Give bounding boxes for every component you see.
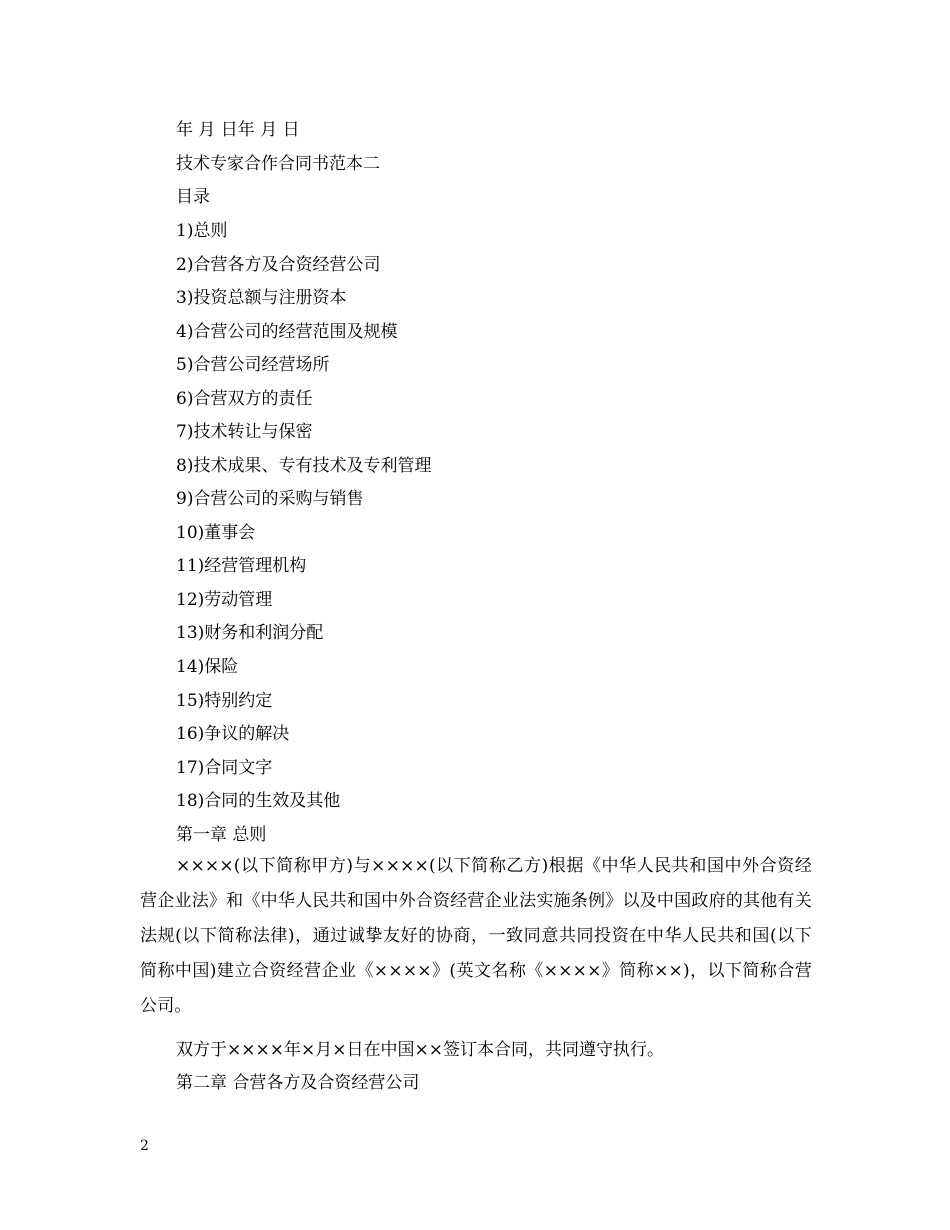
chapter-heading: 第二章 合营各方及合资经营公司	[176, 1073, 420, 1093]
toc-item: 2)合营各方及合资经营公司	[176, 255, 381, 275]
toc-item: 8)技术成果、专有技术及专利管理	[176, 456, 432, 476]
toc-item: 5)合营公司经营场所	[176, 355, 330, 375]
toc-item: 18)合同的生效及其他	[176, 791, 341, 811]
toc-item: 10)董事会	[176, 523, 256, 543]
toc-item: 3)投资总额与注册资本	[176, 288, 347, 308]
toc-item: 9)合营公司的采购与销售	[176, 489, 364, 509]
body-paragraph: 双方于××××年×月×日在中国××签订本合同，共同遵守执行。	[176, 1040, 664, 1060]
toc-item: 13)财务和利润分配	[176, 623, 324, 643]
toc-item: 7)技术转让与保密	[176, 422, 313, 442]
toc-item: 1)总则	[176, 221, 228, 241]
toc-item: 15)特别约定	[176, 691, 273, 711]
chapter-heading: 第一章 总则	[176, 825, 267, 845]
page-number: 2	[140, 1138, 149, 1154]
toc-item: 11)经营管理机构	[176, 556, 307, 576]
toc-heading: 目录	[176, 187, 210, 207]
body-paragraph: ××××(以下简称甲方)与××××(以下简称乙方)根据《中华人民共和国中外合资经营企业法》和《中华人民共和国中外合资经营企业法实施条例》以及中国政府的其他有关法规(以下简称法律)，通过诚挚友好的协商，一致同意共同投资在中华人民共和国(以下简称中国)建立合资经营企业《××××》(英文名称《××××》简称××)，以下简称合营公司。	[140, 856, 812, 1016]
toc-item: 6)合营双方的责任	[176, 389, 313, 409]
toc-item: 16)争议的解决	[176, 724, 290, 744]
toc-item: 14)保险	[176, 657, 239, 677]
toc-item: 4)合营公司的经营范围及规模	[176, 322, 398, 342]
toc-item: 17)合同文字	[176, 758, 273, 778]
toc-item: 12)劳动管理	[176, 590, 273, 610]
document-title: 技术专家合作合同书范本二	[176, 154, 380, 174]
date-line: 年 月 日年 月 日	[176, 120, 300, 140]
